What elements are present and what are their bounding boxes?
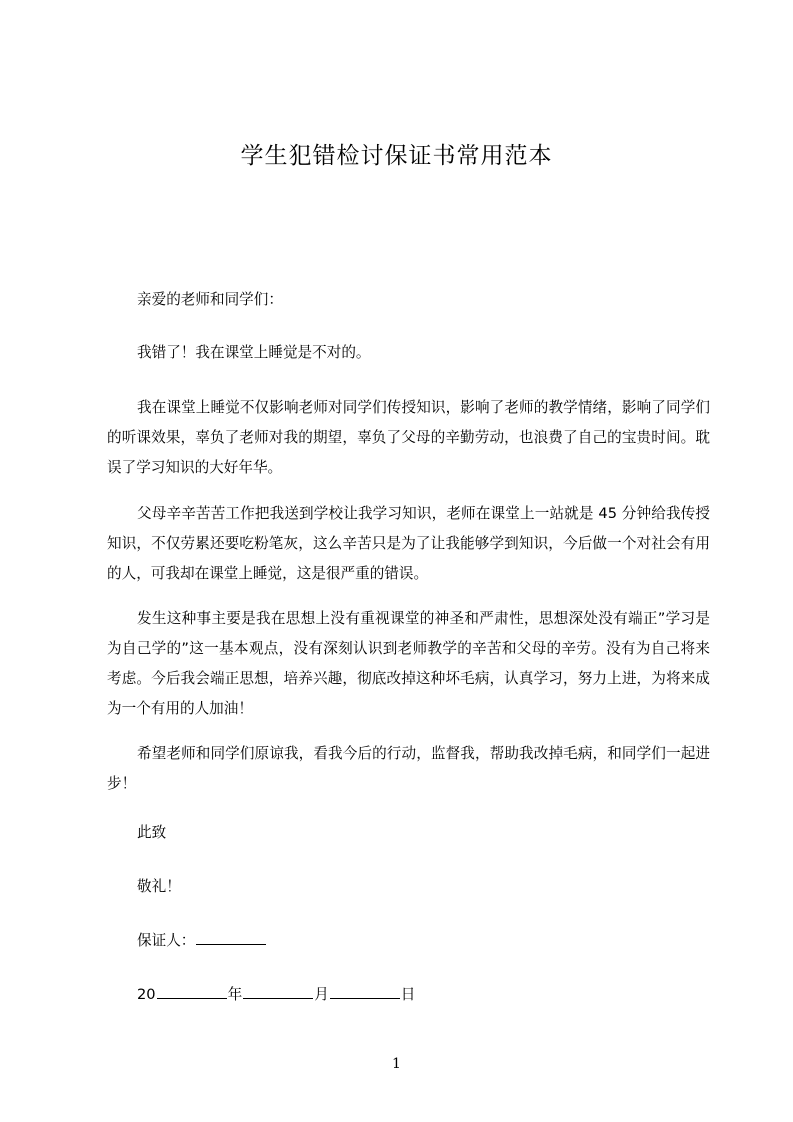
paragraph-1: 我错了！我在课堂上睡觉是不对的。 (137, 344, 371, 361)
guarantor-line (137, 926, 267, 956)
day-blank[interactable] (330, 983, 400, 999)
document-title: 学生犯错检讨保证书常用范本 (240, 143, 553, 169)
date-day-label: 日 (400, 986, 416, 1003)
paragraph-4: 发生这种事主要是我在思想上没有重视课堂的神圣和严肃性，思想深处没有端正”学习是为自己学的”这一基本观点，没有深刻认识到老师教学的辛苦和父母的辛劳。没有为自己将来考虑。今后我会端正思想，培养兴趣，彻底改掉这种坏毛病，认真学习，努力上进，为将来成为一个有用的人加油！ (107, 610, 710, 717)
paragraph-2: 我在课堂上睡觉不仅影响老师对同学们传授知识，影响了老师的教学情绪，影响了同学们的听课效果，辜负了老师对我的期望，辜负了父母的辛勤劳动，也浪费了自己的宝贵时间。耽误了学习知识的大好年华。 (107, 399, 710, 476)
date-month-label: 月 (314, 986, 329, 1003)
salutation: 亲爱的老师和同学们： (137, 291, 283, 308)
guarantor-blank[interactable] (196, 929, 266, 945)
date-year-label: 年 (227, 986, 243, 1003)
month-blank[interactable] (243, 983, 313, 999)
paragraph-3: 父母辛辛苦苦工作把我送到学校让我学习知识，老师在课堂上一站就是 45 分钟给我传授知识，不仅劳累还要吃粉笔灰，这么辛苦只是为了让我能够学到知识，今后做一个对社会有用的人，可我却在课堂上睡觉，这是很严重的错误。 (107, 505, 710, 582)
year-blank[interactable] (157, 983, 227, 999)
guarantor-label: 保证人： (137, 932, 196, 949)
paragraph-5: 希望老师和同学们原谅我，看我今后的行动，监督我，帮助我改掉毛病，和同学们一起进步！ (107, 745, 710, 792)
page-number: 1 (392, 1056, 401, 1072)
date-prefix: 20 (137, 986, 156, 1003)
closing-line-1: 此致 (137, 824, 167, 841)
closing-line-2: 敬礼！ (137, 878, 181, 895)
date-line (137, 980, 415, 1010)
